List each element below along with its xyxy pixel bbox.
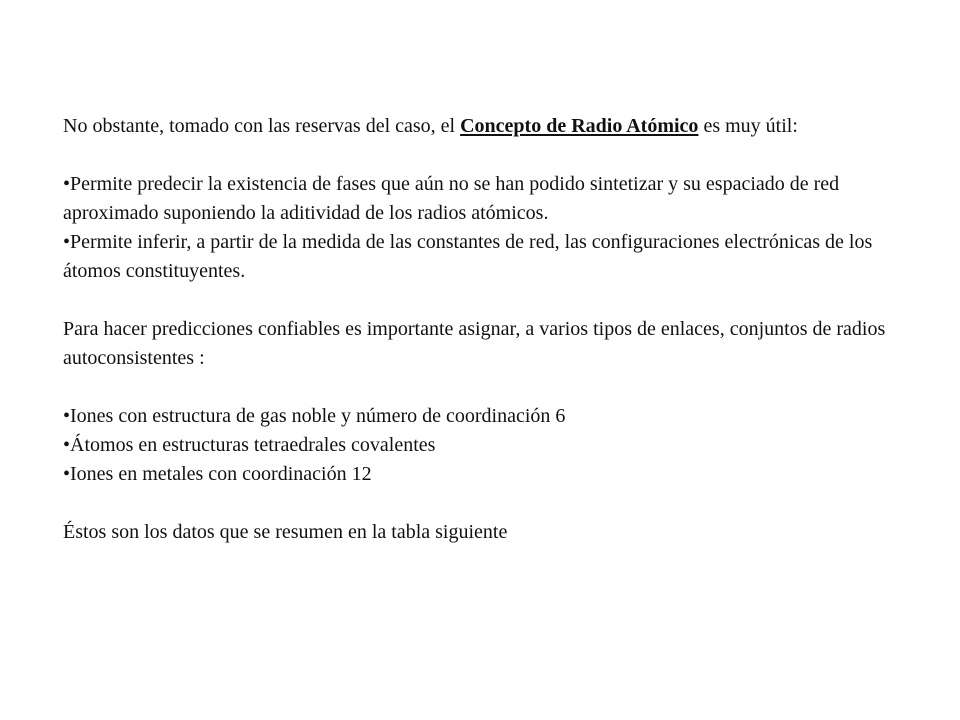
list-item — [63, 228, 913, 286]
intro-text-after: es muy útil: — [698, 115, 798, 137]
spacer — [63, 489, 913, 518]
closing-paragraph: Éstos son los datos que se resumen en la tabla siguiente — [63, 521, 508, 543]
bullet-icon: • — [63, 231, 71, 253]
spacer — [63, 286, 913, 315]
uses-list — [63, 170, 913, 286]
bullet-icon: • — [63, 434, 71, 456]
intro-paragraph — [63, 112, 913, 141]
predictions-paragraph: Para hacer predicciones confiables es importante asignar, a varios tipos de enlaces, conjuntos de radios autoconsistentes : — [63, 318, 886, 369]
list-item — [63, 460, 913, 489]
list-item — [63, 402, 913, 431]
list-item-text: Iones en metales con coordinación 12 — [70, 463, 372, 485]
list-item-text: Permite inferir, a partir de la medida de las constantes de red, las configuraciones electrónicas de los átomos constituyentes. — [63, 231, 873, 282]
radius-sets-list — [63, 402, 913, 489]
list-item-text: Átomos en estructuras tetraedrales covalentes — [70, 434, 436, 456]
bullet-icon: • — [63, 173, 71, 195]
bullet-icon: • — [63, 405, 71, 427]
bullet-icon: • — [63, 463, 71, 485]
radius-concept-term: Concepto de Radio Atómico — [460, 115, 699, 137]
list-item — [63, 170, 913, 228]
list-item-text: Permite predecir la existencia de fases que aún no se han podido sintetizar y su espaciado de red aproximado suponiendo la aditividad de los radios atómicos. — [63, 173, 840, 224]
list-item-text: Iones con estructura de gas noble y número de coordinación 6 — [70, 405, 566, 427]
intro-text-before: No obstante, tomado con las reservas del caso, el — [63, 115, 461, 137]
slide-body — [63, 112, 913, 547]
spacer — [63, 373, 913, 402]
list-item — [63, 431, 913, 460]
spacer — [63, 141, 913, 170]
